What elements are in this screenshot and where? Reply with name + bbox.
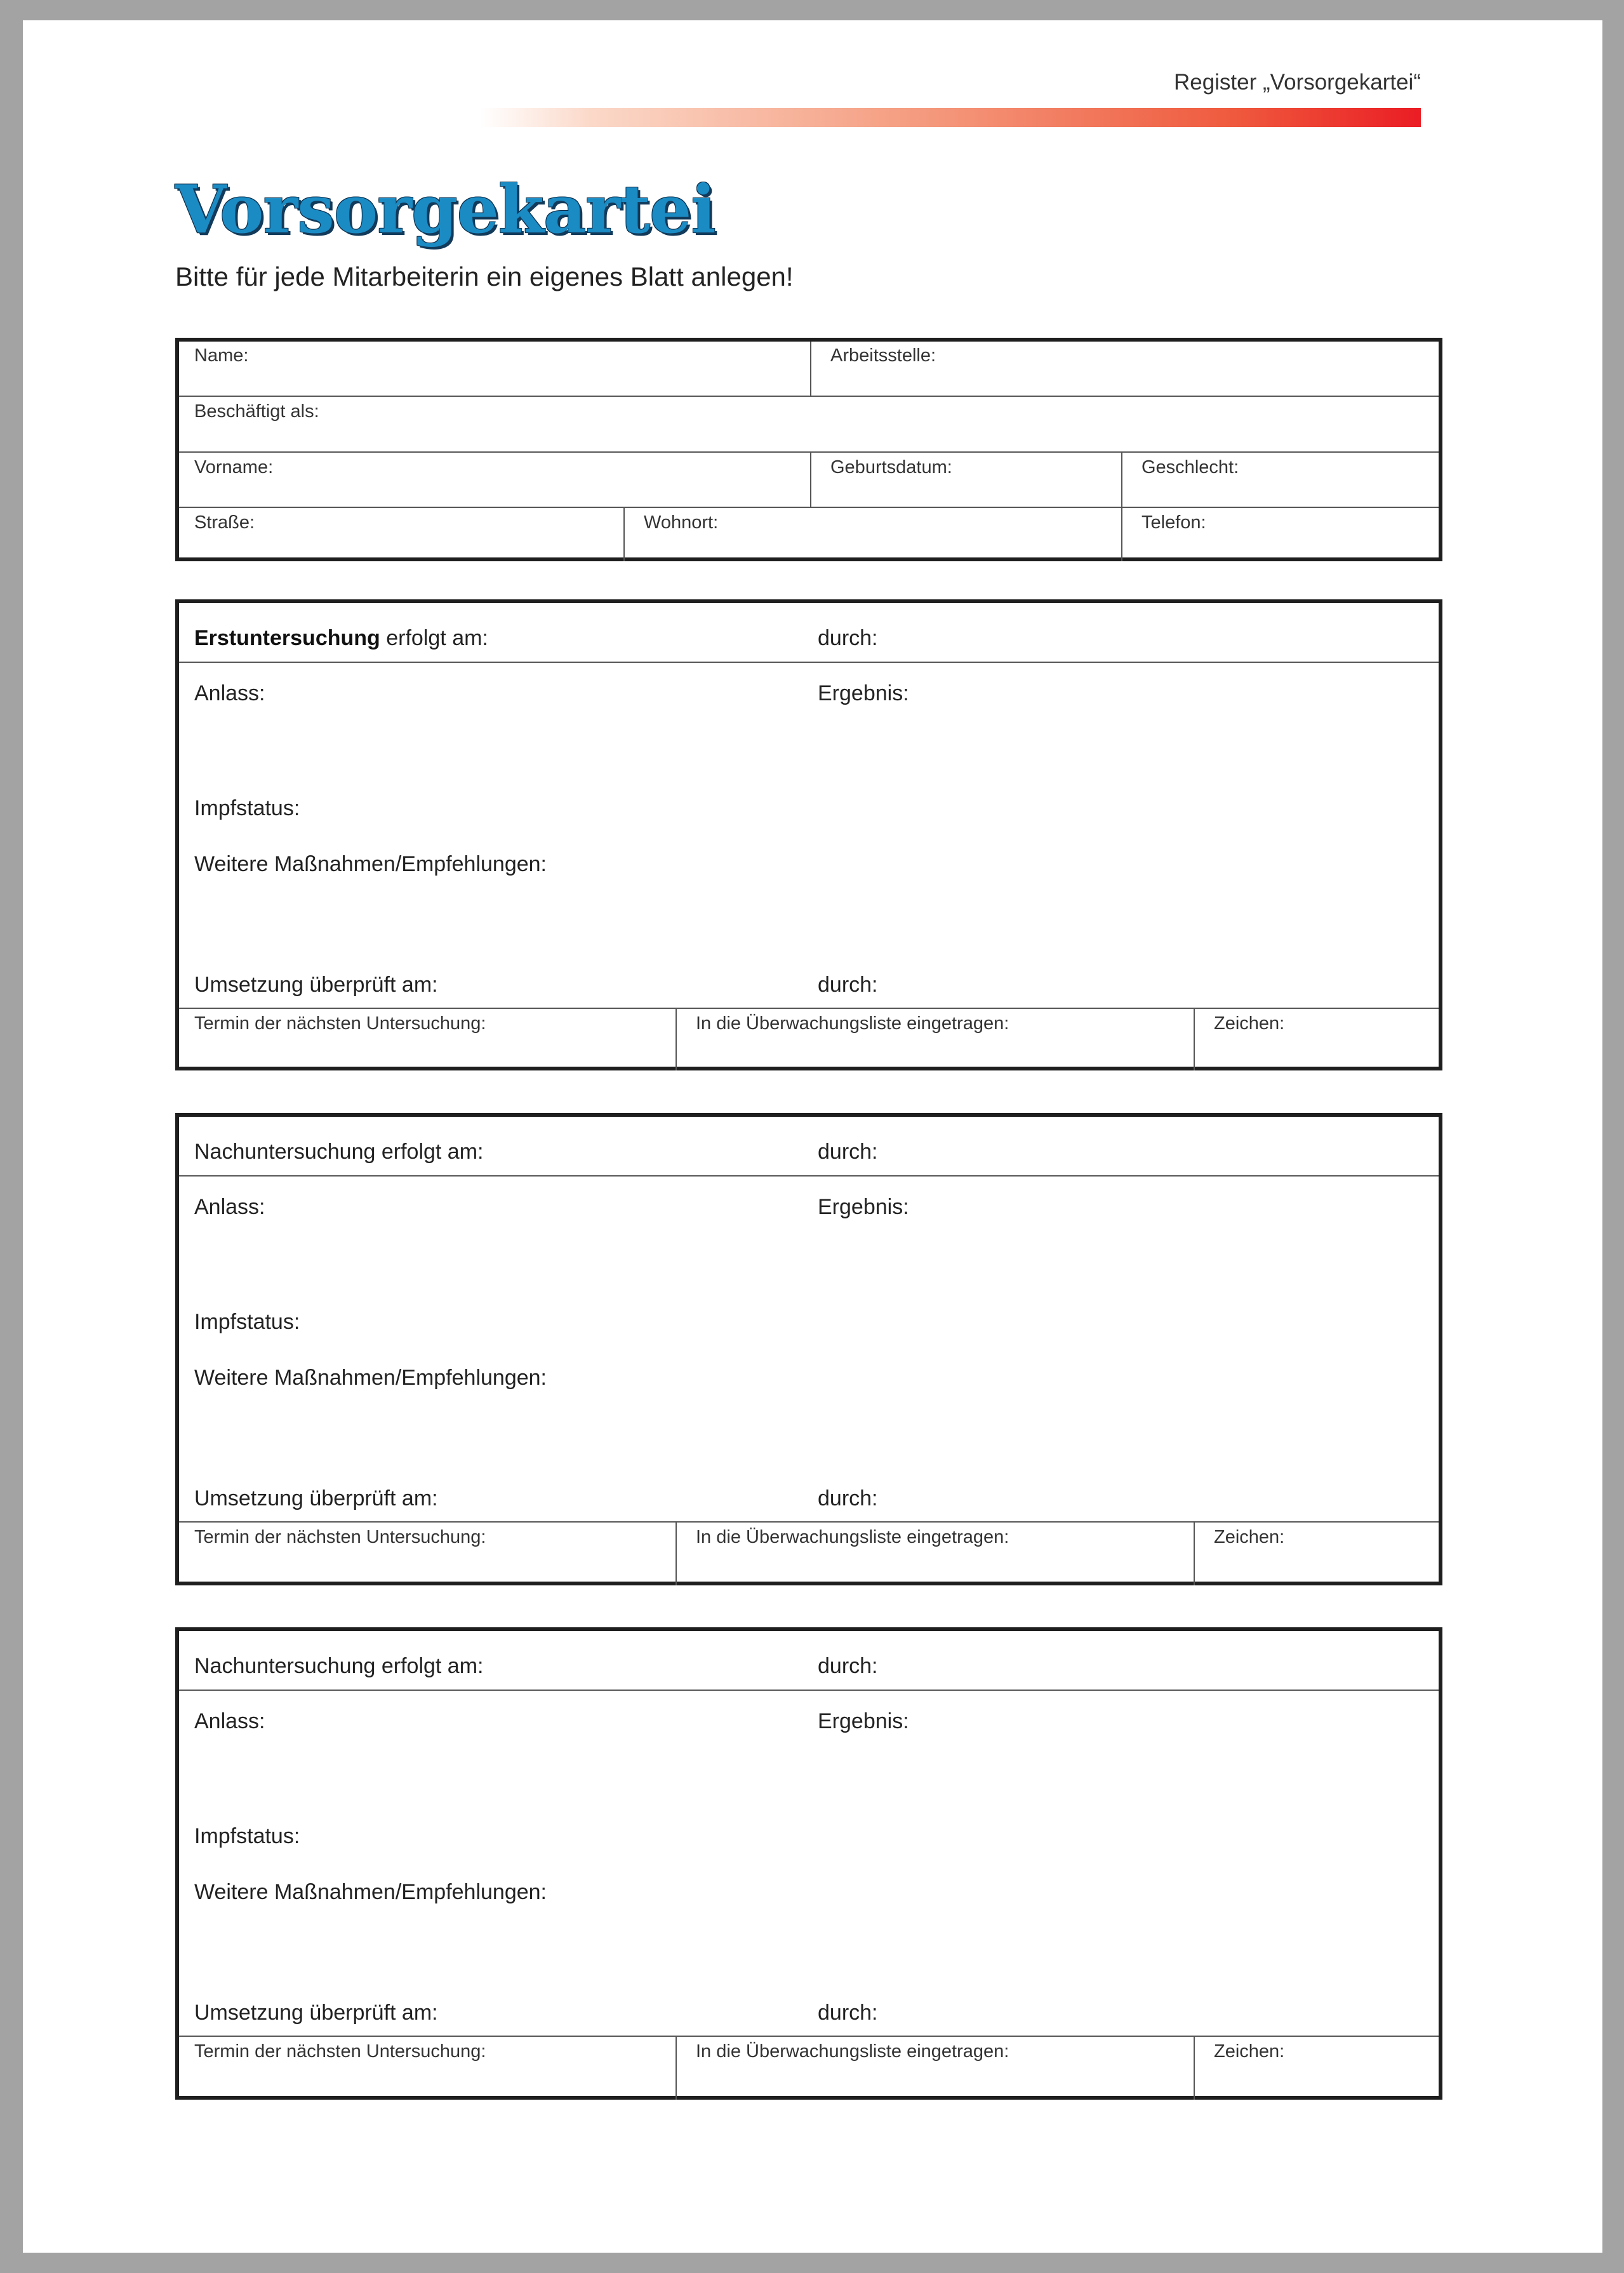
anlass-field[interactable]: Anlass: xyxy=(194,1709,265,1733)
ergebnis-field[interactable]: Ergebnis: xyxy=(818,681,909,705)
vorname-field[interactable]: Vorname: xyxy=(194,457,274,477)
durch-field[interactable]: durch: xyxy=(818,626,878,650)
wohnort-field[interactable]: Wohnort: xyxy=(644,512,719,533)
umsetzung-field[interactable]: Umsetzung überprüft am: xyxy=(194,2001,438,2025)
telefon-field[interactable]: Telefon: xyxy=(1141,512,1206,533)
umsetzung-field[interactable]: Umsetzung überprüft am: xyxy=(194,973,438,997)
ueberwachungsliste-field[interactable]: In die Überwachungsliste eingetragen: xyxy=(696,2041,1009,2062)
arbeitsstelle-field[interactable]: Arbeitsstelle: xyxy=(830,345,936,366)
geburtsdatum-field[interactable]: Geburtsdatum: xyxy=(830,457,952,477)
personal-data-box xyxy=(175,338,1442,561)
umsetzung-durch-field[interactable]: durch: xyxy=(818,973,878,997)
examination-date-label[interactable]: Nachuntersuchung erfolgt am: xyxy=(194,1654,484,1678)
name-field[interactable]: Name: xyxy=(194,345,249,366)
umsetzung-field[interactable]: Umsetzung überprüft am: xyxy=(194,1486,438,1510)
ergebnis-field[interactable]: Ergebnis: xyxy=(818,1195,909,1219)
page-title: Vorsorgekartei xyxy=(175,170,715,248)
examination-date-label[interactable]: Erstuntersuchung erfolgt am: xyxy=(194,626,488,650)
impfstatus-field[interactable]: Impfstatus: xyxy=(194,796,300,820)
umsetzung-durch-field[interactable]: durch: xyxy=(818,1486,878,1510)
zeichen-field[interactable]: Zeichen: xyxy=(1214,1527,1285,1547)
page-subtitle: Bitte für jede Mitarbeiterin ein eigenes Blatt anlegen! xyxy=(175,262,794,291)
examination-section-1 xyxy=(175,599,1442,1070)
strasse-field[interactable]: Straße: xyxy=(194,512,255,533)
examination-section-3 xyxy=(175,1627,1442,2100)
form-page xyxy=(23,20,1602,2253)
examination-section-2 xyxy=(175,1113,1442,1585)
anlass-field[interactable]: Anlass: xyxy=(194,1195,265,1219)
umsetzung-durch-field[interactable]: durch: xyxy=(818,2001,878,2025)
anlass-field[interactable]: Anlass: xyxy=(194,681,265,705)
examination-date-label[interactable]: Nachuntersuchung erfolgt am: xyxy=(194,1140,484,1164)
termin-field[interactable]: Termin der nächsten Untersuchung: xyxy=(194,2041,486,2062)
ueberwachungsliste-field[interactable]: In die Überwachungsliste eingetragen: xyxy=(696,1527,1009,1547)
register-label: Register „Vorsorgekartei“ xyxy=(1173,70,1421,95)
ergebnis-field[interactable]: Ergebnis: xyxy=(818,1709,909,1733)
massnahmen-field[interactable]: Weitere Maßnahmen/Empfehlungen: xyxy=(194,1880,547,1904)
termin-field[interactable]: Termin der nächsten Untersuchung: xyxy=(194,1527,486,1547)
termin-field[interactable]: Termin der nächsten Untersuchung: xyxy=(194,1013,486,1034)
impfstatus-field[interactable]: Impfstatus: xyxy=(194,1824,300,1848)
massnahmen-field[interactable]: Weitere Maßnahmen/Empfehlungen: xyxy=(194,1366,547,1390)
impfstatus-field[interactable]: Impfstatus: xyxy=(194,1310,300,1334)
durch-field[interactable]: durch: xyxy=(818,1654,878,1678)
massnahmen-field[interactable]: Weitere Maßnahmen/Empfehlungen: xyxy=(194,852,547,876)
beschaeftigt-field[interactable]: Beschäftigt als: xyxy=(194,401,319,422)
accent-gradient-bar xyxy=(480,108,1421,127)
zeichen-field[interactable]: Zeichen: xyxy=(1214,1013,1285,1034)
durch-field[interactable]: durch: xyxy=(818,1140,878,1164)
geschlecht-field[interactable]: Geschlecht: xyxy=(1141,457,1239,477)
zeichen-field[interactable]: Zeichen: xyxy=(1214,2041,1285,2062)
ueberwachungsliste-field[interactable]: In die Überwachungsliste eingetragen: xyxy=(696,1013,1009,1034)
